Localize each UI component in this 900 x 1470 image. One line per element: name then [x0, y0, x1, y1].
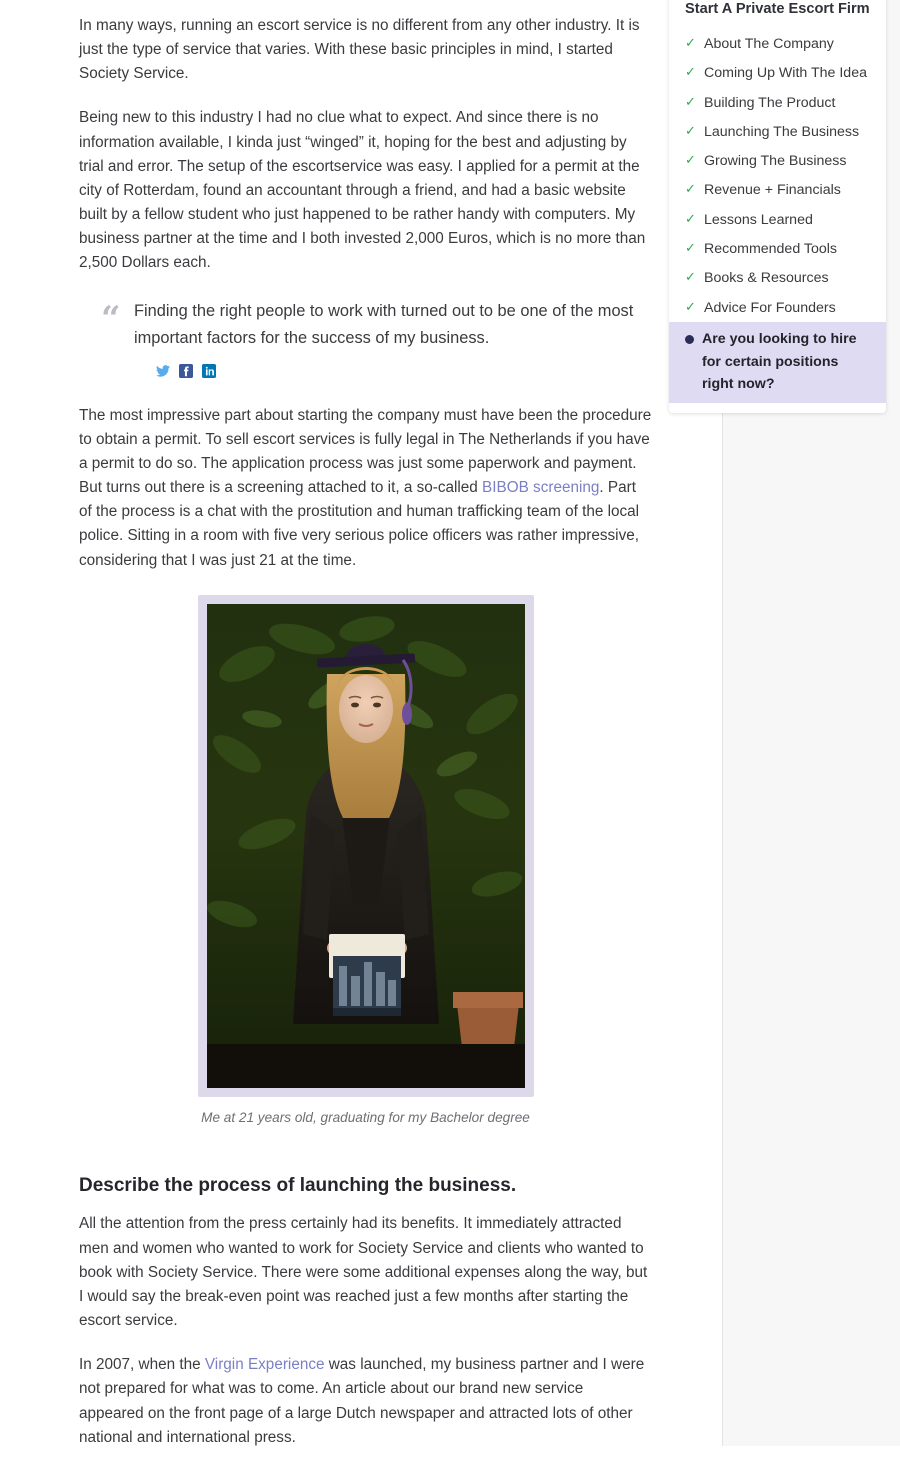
toc-item-label: Advice For Founders	[704, 299, 836, 316]
check-icon: ✓	[685, 298, 696, 314]
toc-item-label: Building The Product	[704, 94, 836, 111]
figure-frame	[198, 595, 534, 1097]
toc-item-revenue-financials[interactable]	[669, 176, 886, 205]
pull-quote-text: Finding the right people to work with turned out to be one of the most important factors for the success of my business.	[134, 301, 634, 347]
graduation-photo	[207, 604, 525, 1088]
check-icon: ✓	[685, 239, 696, 255]
check-icon: ✓	[685, 34, 696, 50]
toc-item-label: Are you looking to hire for certain positions right now?	[702, 331, 857, 392]
virgin-text-after: was launched, my business partner and I were not prepared for what was to come. An article about our brand new service appeared on the front page of a large Dutch newspaper and attracted lots of other national and international press.	[79, 1356, 645, 1446]
toc-item-hiring-question[interactable]	[669, 322, 886, 403]
facebook-icon[interactable]	[179, 364, 193, 378]
toc-item-recommended-tools[interactable]	[669, 234, 886, 263]
quote-share-buttons	[156, 364, 652, 378]
twitter-icon[interactable]	[156, 364, 170, 378]
toc-item-label: Lessons Learned	[704, 211, 813, 228]
paragraph-intro: In many ways, running an escort service is no different from any other industry. It is just the type of service that varies. With these basic principles in mind, I started Society Service.	[79, 17, 640, 83]
current-section-dot-icon	[685, 335, 694, 344]
pull-quote	[79, 298, 652, 378]
toc-item-label: Recommended Tools	[704, 240, 838, 257]
toc-item-coming-up-with-the-idea[interactable]	[669, 59, 886, 88]
permit-text-before: The most impressive part about starting the company must have been the procedure to obtain a permit. To sell escort services is fully legal in The Netherlands if you have a permit to do so. The application process was just some paperwork and payment. But turns out there is a screening attached to it, a so-called	[79, 406, 652, 497]
toc-item-label: About The Company	[704, 35, 834, 52]
toc-item-growing-the-business[interactable]	[669, 147, 886, 176]
paragraph-permit	[79, 404, 652, 573]
toc-item-label: Coming Up With The Idea	[704, 65, 867, 82]
check-icon: ✓	[685, 269, 696, 285]
paragraph-virgin-experience	[79, 1353, 652, 1450]
toc-title: Start A Private Escort Firm	[685, 1, 870, 17]
section-heading-launching: Describe the process of launching the business.	[79, 1174, 517, 1196]
toc-item-building-the-product[interactable]	[669, 88, 886, 117]
virgin-experience-link[interactable]: Virgin Experience	[204, 1356, 325, 1374]
check-icon: ✓	[685, 210, 696, 226]
quote-mark-icon: “	[101, 298, 121, 339]
permit-text-after: . Part of the process is a chat with the prostitution and human trafficking team of the local police. Sitting in a room with five very serious police officers was rather impressive, considering that I was just 21 at the time.	[79, 479, 640, 569]
toc-item-books-resources[interactable]	[669, 264, 886, 293]
article-figure	[79, 595, 652, 1125]
toc-item-label: Revenue + Financials	[704, 182, 841, 199]
table-of-contents-card	[669, 0, 886, 413]
linkedin-icon[interactable]	[202, 364, 216, 378]
figure-caption: Me at 21 years old, graduating for my Bachelor degree	[201, 1109, 530, 1125]
bibob-screening-link[interactable]: BIBOB screening	[482, 479, 600, 497]
article-content	[79, 0, 652, 1470]
check-icon: ✓	[685, 122, 696, 138]
check-icon: ✓	[685, 181, 696, 197]
check-icon: ✓	[685, 152, 696, 168]
toc-item-launching-the-business[interactable]	[669, 117, 886, 146]
toc-list	[669, 29, 886, 403]
toc-item-lessons-learned[interactable]	[669, 205, 886, 234]
paragraph-setup: Being new to this industry I had no clue what to expect. And since there is no information available, I kinda just “winged” it, hoping for the best and adjusting by trial and error. The setup of the escortservice was easy. I applied for a permit at the city of Rotterdam, found an accountant through a friend, and had a basic website built by a fellow student who just happened to be rather handy with computers. My business partner at the time and I both invested 2,000 Euros, which is no more than 2,500 Dollars each.	[79, 109, 646, 272]
toc-item-label: Growing The Business	[704, 153, 847, 170]
check-icon: ✓	[685, 64, 696, 80]
virgin-text-before: In 2007, when the	[79, 1356, 205, 1374]
toc-item-label: Books & Resources	[704, 270, 829, 287]
toc-item-label: Launching The Business	[704, 123, 860, 140]
check-icon: ✓	[685, 93, 696, 109]
paragraph-press-benefits: All the attention from the press certainly had its benefits. It immediately attracted men and women who wanted to work for Society Service and clients who wanted to book with Society Service. There were some additional expenses along the way, but I would say the break-even point was reached just a few months after starting the escort service.	[79, 1215, 648, 1330]
toc-item-advice-for-founders[interactable]	[669, 293, 886, 322]
toc-item-about-the-company[interactable]	[669, 29, 886, 58]
